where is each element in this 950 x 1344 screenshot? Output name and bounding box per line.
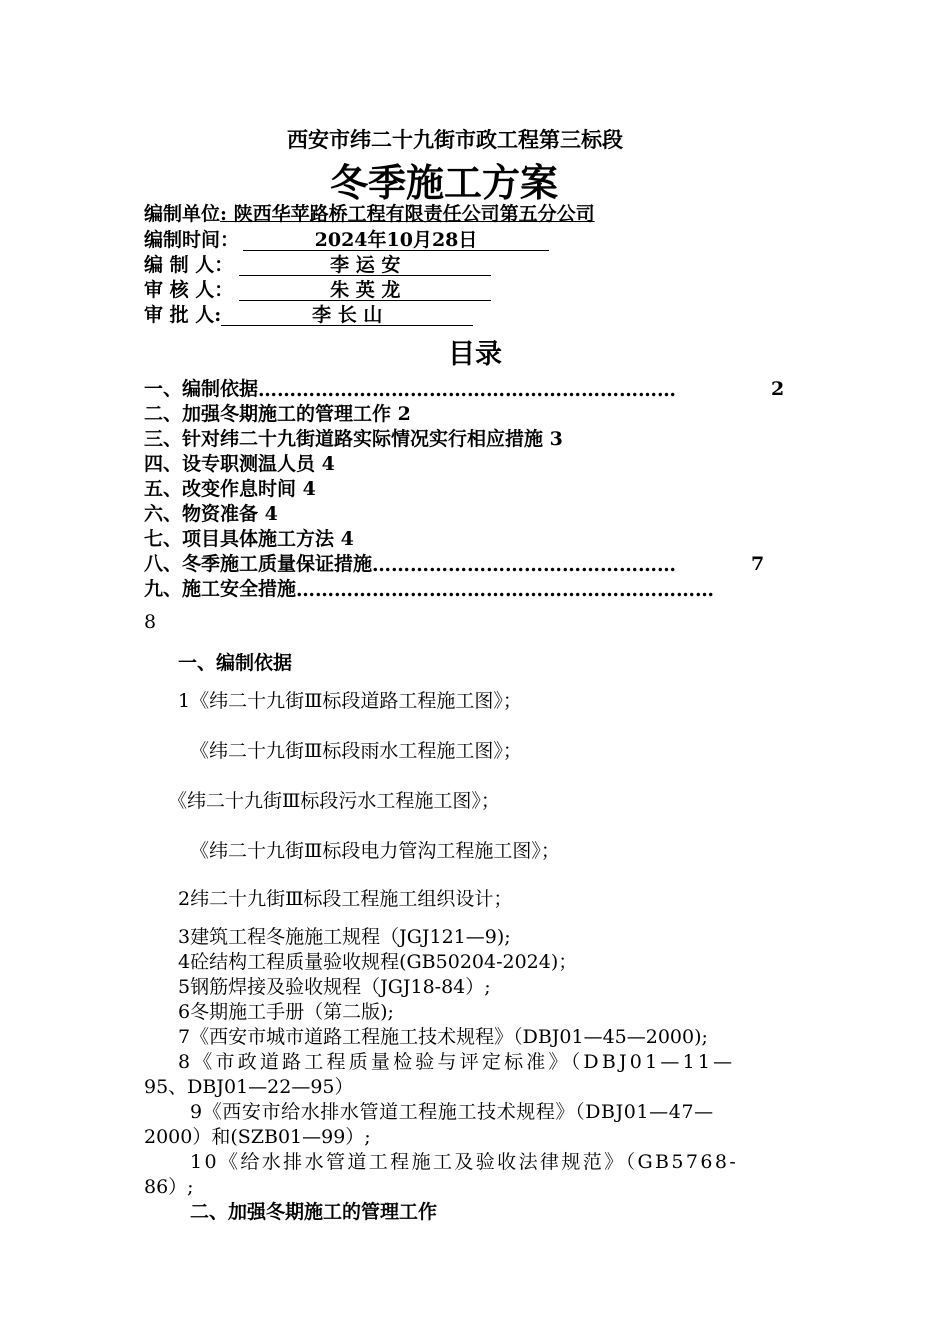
toc-title: 目录 xyxy=(448,339,502,370)
info-time-value: 2024年10月28日 xyxy=(243,230,549,251)
reference-line: 7《西安市城市道路工程施工技术规程》（DBJ01—45—2000); xyxy=(178,1026,708,1048)
reference-line: 5钢筋焊接及验收规程（JGJ18-84）; xyxy=(178,976,491,998)
toc-leader-dots: ………………………………………………………… xyxy=(258,379,677,401)
reference-line: 2纬二十九街Ⅲ标段工程施工组织设计； xyxy=(178,888,513,910)
info-approver-value: 李 长 山 xyxy=(221,305,473,326)
toc-item[interactable] xyxy=(144,449,335,476)
info-author-value: 李 运 安 xyxy=(239,255,491,276)
toc-item[interactable] xyxy=(144,499,278,526)
info-unit-value: 陕西华苹路桥工程有限责任公司第五分公司 xyxy=(227,203,595,225)
info-time-row xyxy=(144,225,549,252)
info-reviewer-label: 审 核 人： xyxy=(144,279,234,301)
reference-line: 《纬二十九街Ⅲ标段电力管沟工程施工图》； xyxy=(190,840,560,862)
toc-leader-dots: ………………………………………… xyxy=(372,554,677,576)
reference-line: 8《市政道路工程质量检验与评定标准》（DBJ01—11— xyxy=(178,1051,736,1073)
section-heading: 二、加强冬期施工的管理工作 xyxy=(190,1201,438,1223)
info-approver-label: 审 批 人: xyxy=(144,304,222,326)
info-unit-colon: : xyxy=(220,203,228,225)
toc-item-text: 五、改变作息时间 4 xyxy=(144,478,316,500)
info-author-row xyxy=(144,250,491,277)
reference-line: 86）; xyxy=(144,1176,194,1198)
toc-item[interactable] xyxy=(144,524,354,551)
toc-item-page: 2 xyxy=(771,378,785,400)
toc-item-text: 七、项目具体施工方法 4 xyxy=(144,528,354,550)
toc-item-text: 一、编制依据 xyxy=(144,378,259,400)
toc-item-text: 九、施工安全措施 xyxy=(144,578,297,600)
reference-line: 2000）和(SZB01—99）; xyxy=(144,1126,371,1148)
toc-overflow-page: 8 xyxy=(144,611,157,633)
reference-line: 4砼结构工程质量验收规程(GB50204-2024)； xyxy=(178,951,578,973)
document-title: 冬季施工方案 xyxy=(329,160,558,205)
reference-line: 《纬二十九街Ⅲ标段雨水工程施工图》； xyxy=(190,740,522,762)
toc-leader-dots: ………………………………………………………… xyxy=(296,579,715,601)
toc-item-text: 四、设专职测温人员 4 xyxy=(144,453,335,475)
info-reviewer-value: 朱 英 龙 xyxy=(239,280,491,301)
toc-item-text: 二、加强冬期施工的管理工作 2 xyxy=(144,403,411,425)
reference-line: 1《纬二十九街Ⅲ标段道路工程施工图》； xyxy=(178,690,522,712)
reference-line: 3建筑工程冬施施工规程（JGJ121—9); xyxy=(178,926,511,948)
reference-line: 95、DBJ01—22—95） xyxy=(144,1076,354,1098)
toc-item[interactable] xyxy=(144,424,563,451)
info-unit-label: 编制单位 xyxy=(144,203,221,225)
toc-item[interactable] xyxy=(144,474,316,501)
toc-item[interactable] xyxy=(144,549,764,576)
info-approver-row xyxy=(144,300,473,327)
info-author-label: 编 制 人： xyxy=(144,254,234,276)
section-heading: 一、编制依据 xyxy=(178,652,293,674)
toc-item[interactable] xyxy=(144,574,774,601)
info-time-label: 编制时间： xyxy=(144,229,240,251)
toc-item-text: 六、物资准备 4 xyxy=(144,503,278,525)
info-unit-row xyxy=(144,199,595,226)
info-reviewer-row xyxy=(144,275,491,302)
toc-item-page: 7 xyxy=(751,553,765,575)
reference-line: 10《给水排水管道工程施工及验收法律规范》（GB5768- xyxy=(190,1151,739,1173)
toc-item[interactable] xyxy=(144,399,411,426)
reference-line: 《纬二十九街Ⅲ标段污水工程施工图》； xyxy=(168,790,500,812)
toc-item[interactable] xyxy=(144,374,784,401)
toc-item-text: 三、针对纬二十九街道路实际情况实行相应措施 3 xyxy=(144,428,563,450)
reference-line: 6冬期施工手册（第二版); xyxy=(178,1001,394,1023)
toc-item-text: 八、冬季施工质量保证措施 xyxy=(144,553,373,575)
reference-line: 9《西安市给水排水管道工程施工技术规程》（DBJ01—47— xyxy=(190,1101,714,1123)
project-subtitle: 西安市纬二十九街市政工程第三标段 xyxy=(287,127,623,152)
